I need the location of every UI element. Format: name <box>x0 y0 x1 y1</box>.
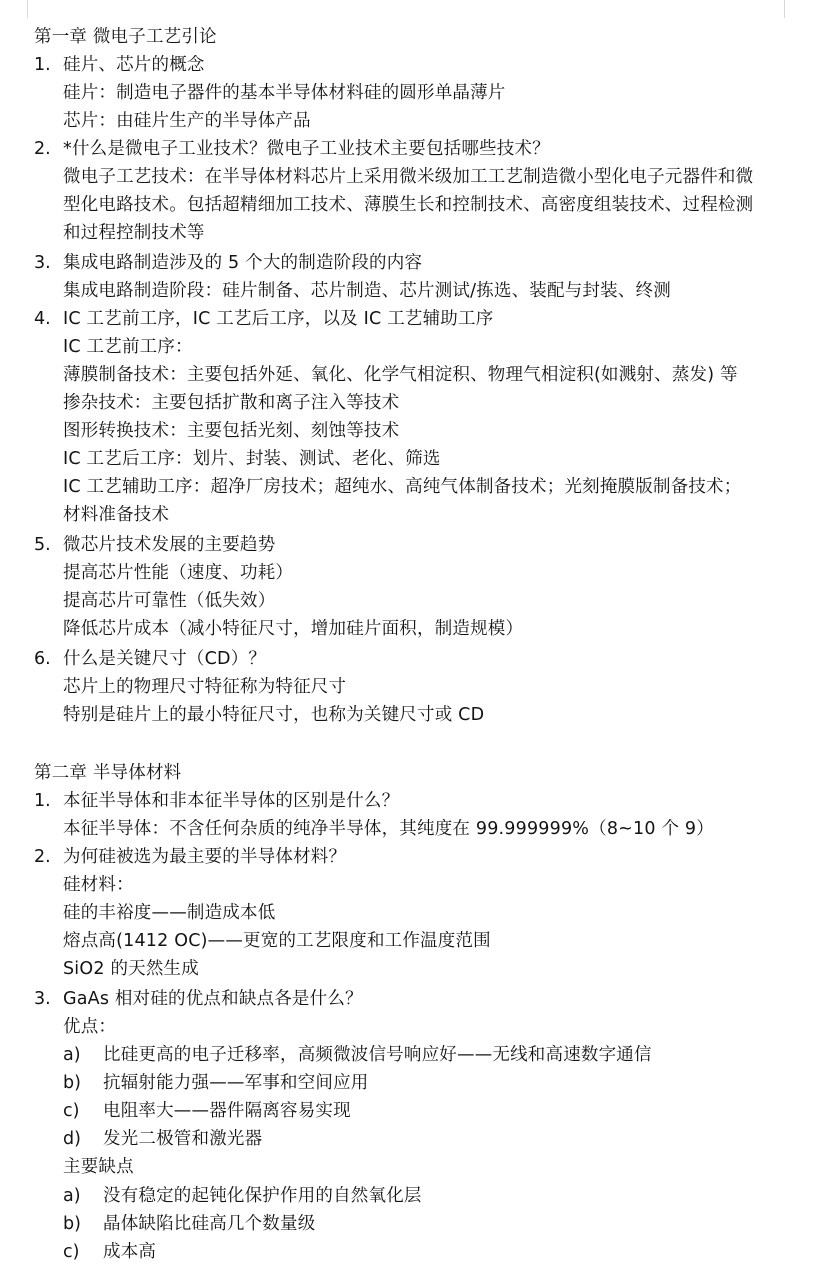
ch2-q2-title: 为何硅被选为最主要的半导体材料？ <box>63 847 347 867</box>
cons-item-marker: a) <box>63 1186 81 1206</box>
chapter-1-title: 第一章 微电子工艺引论 <box>34 27 217 47</box>
pros-item-marker: d) <box>63 1129 81 1149</box>
cons-item-marker: c) <box>63 1242 80 1262</box>
ch1-q1-line: 芯片：由硅片生产的半导体产品 <box>63 111 311 131</box>
ch2-q2-line: 熔点高(1412 OC)——更宽的工艺限度和工作温度范围 <box>63 931 491 951</box>
ch1-q3-number: 3. <box>34 253 51 273</box>
ch2-q3-number: 3. <box>34 989 51 1009</box>
pros-item-text: 电阻率大——器件隔离容易实现 <box>103 1101 351 1121</box>
ch2-q1-number: 1. <box>34 791 51 811</box>
pros-item-text: 发光二极管和激光器 <box>103 1129 263 1149</box>
ch1-q4-line: 薄膜制备技术：主要包括外延、氧化、化学气相淀积、物理气相淀积(如溅射、蒸发) 等 <box>63 365 738 385</box>
ch1-q5-line: 提高芯片性能（速度、功耗） <box>63 563 294 583</box>
pros-item-marker: a) <box>63 1045 81 1065</box>
ch1-q3-line: 集成电路制造阶段：硅片制备、芯片制造、芯片测试/拣选、装配与封装、终测 <box>63 281 671 301</box>
pros-item-text: 比硅更高的电子迁移率，高频微波信号响应好——无线和高速数字通信 <box>103 1045 652 1065</box>
ch1-q2-line: 型化电路技术。包括超精细加工技术、薄膜生长和控制技术、高密度组装技术、过程检测 <box>63 195 754 215</box>
cons-item-marker: b) <box>63 1214 81 1234</box>
ch1-q4-line: IC 工艺后工序：划片、封装、测试、老化、筛选 <box>63 449 441 469</box>
ch2-q2-line: 硅材料： <box>63 875 134 895</box>
page-corner-mark-left <box>27 0 28 18</box>
ch1-q4-number: 4. <box>34 309 51 329</box>
page-corner-mark-right <box>784 0 785 18</box>
ch1-q1-line: 硅片：制造电子器件的基本半导体材料硅的圆形单晶薄片 <box>63 83 506 103</box>
ch2-q1-title: 本征半导体和非本征半导体的区别是什么？ <box>63 791 400 811</box>
ch1-q2-number: 2. <box>34 139 51 159</box>
cons-item-text: 晶体缺陷比硅高几个数量级 <box>103 1214 316 1234</box>
ch1-q6-title: 什么是关键尺寸（CD）？ <box>63 649 267 669</box>
ch1-q4-title: IC 工艺前工序，IC 工艺后工序，以及 IC 工艺辅助工序 <box>63 309 494 329</box>
ch1-q5-number: 5. <box>34 535 51 555</box>
ch1-q3-title: 集成电路制造涉及的 5 个大的制造阶段的内容 <box>63 253 423 273</box>
ch1-q5-title: 微芯片技术发展的主要趋势 <box>63 535 276 555</box>
pros-item-marker: b) <box>63 1073 81 1093</box>
ch1-q4-line: 图形转换技术：主要包括光刻、刻蚀等技术 <box>63 421 400 441</box>
ch1-q4-line: IC 工艺前工序： <box>63 337 193 357</box>
ch1-q6-number: 6. <box>34 649 51 669</box>
ch2-q3-title: GaAs 相对硅的优点和缺点各是什么？ <box>63 989 363 1009</box>
pros-item-text: 抗辐射能力强——军事和空间应用 <box>103 1073 369 1093</box>
ch2-q3-cons-label: 主要缺点 <box>63 1157 134 1177</box>
ch1-q6-line: 芯片上的物理尺寸特征称为特征尺寸 <box>63 677 347 697</box>
ch1-q1-number: 1. <box>34 55 51 75</box>
chapter-2-title: 第二章 半导体材料 <box>34 763 182 783</box>
ch2-q3-pros-label: 优点： <box>63 1017 117 1037</box>
ch1-q2-line: 微电子工艺技术：在半导体材料芯片上采用微米级加工工艺制造微小型化电子元器件和微 <box>63 167 754 187</box>
ch2-q1-line: 本征半导体：不含任何杂质的纯净半导体，其纯度在 99.999999%（8~10 个 9） <box>63 819 714 839</box>
ch1-q6-line: 特别是硅片上的最小特征尺寸，也称为关键尺寸或 CD <box>63 705 485 725</box>
ch1-q5-line: 降低芯片成本（减小特征尺寸，增加硅片面积，制造规模） <box>63 619 524 639</box>
ch2-q2-line: SiO2 的天然生成 <box>63 959 199 979</box>
ch1-q2-line: 和过程控制技术等 <box>63 223 205 243</box>
ch1-q2-title: *什么是微电子工业技术？微电子工业技术主要包括哪些技术？ <box>63 139 550 159</box>
ch1-q1-title: 硅片、芯片的概念 <box>63 55 205 75</box>
ch1-q4-line: 掺杂技术：主要包括扩散和离子注入等技术 <box>63 393 400 413</box>
ch2-q2-number: 2. <box>34 847 51 867</box>
ch1-q5-line: 提高芯片可靠性（低失效） <box>63 591 276 611</box>
cons-item-text: 成本高 <box>103 1242 157 1262</box>
ch2-q2-line: 硅的丰裕度——制造成本低 <box>63 903 276 923</box>
pros-item-marker: c) <box>63 1101 80 1121</box>
cons-item-text: 没有稳定的起钝化保护作用的自然氧化层 <box>103 1186 422 1206</box>
ch1-q4-line: IC 工艺辅助工序：超净厂房技术；超纯水、高纯气体制备技术；光刻掩膜版制备技术； <box>63 477 742 497</box>
ch1-q4-line: 材料准备技术 <box>63 505 170 525</box>
